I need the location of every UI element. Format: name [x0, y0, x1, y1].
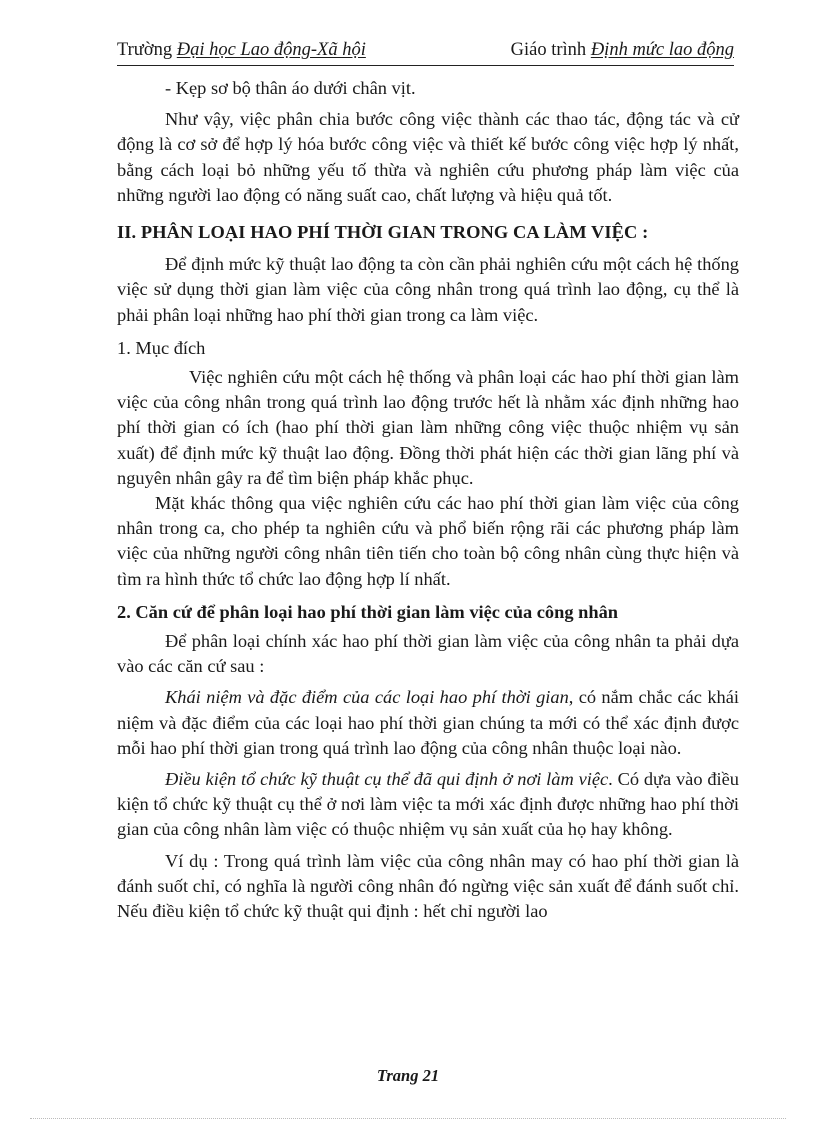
page-body: [117, 76, 739, 924]
header-course-name: Định mức lao động: [590, 40, 734, 60]
paragraph-criterion-2: [117, 767, 739, 843]
section-heading: II. PHÂN LOẠI HAO PHÍ THỜI GIAN TRONG CA LÀM VIỆC :: [117, 222, 649, 243]
criterion-title: Điều kiện tổ chức kỹ thuật cụ thể đã qui định ở nơi làm việc: [165, 769, 609, 790]
subsection-heading: 2. Căn cứ để phân loại hao phí thời gian làm việc của công nhân: [117, 601, 619, 622]
paragraph-bullet: - Kẹp sơ bộ thân áo dưới chân vịt.: [165, 78, 416, 98]
paragraph: Để định mức kỹ thuật lao động ta còn cần phải nghiên cứu một cách hệ thống việc sử dụng thời gian làm việc của công nhân trong quá trình lao động, cụ thể là phải phân loại những hao phí thời gian trong ca làm việc.: [117, 254, 739, 325]
header-institution-prefix: Trường: [117, 40, 177, 60]
paragraph: Để phân loại chính xác hao phí thời gian làm việc của công nhân ta phải dựa vào các căn cứ sau :: [117, 631, 739, 677]
paragraph-example: Ví dụ : Trong quá trình làm việc của công nhân may có hao phí thời gian là đánh suốt chỉ, có nghĩa là người công nhân đó ngừng việc sản xuất để đánh suốt chỉ. Nếu điều kiện tổ chức kỹ thuật qui định : hết chỉ người lao: [117, 850, 739, 922]
paragraph: Như vậy, việc phân chia bước công việc thành các thao tác, động tác và cử động là cơ sở để hợp lý hóa bước công việc và thiết kế bước công việc hợp lý nhất, bằng cách loại bỏ những yếu tố thừa và nghiên cứu phương pháp làm việc của những người lao động có năng suất cao, chất lượng và hiệu quả tốt.: [117, 109, 739, 205]
header-institution: [117, 38, 366, 62]
header-course-prefix: Giáo trình: [510, 40, 591, 60]
page-bottom-divider: [30, 1118, 786, 1119]
subsection-heading: 1. Mục đích: [117, 337, 206, 358]
paragraph: Mặt khác thông qua việc nghiên cứu các hao phí thời gian làm việc của công nhân trong ca, cho phép ta nghiên cứu và phổ biến rộng rãi các phương pháp làm việc của những người công nhân tiên tiến cho toàn bộ công nhân cùng thực hiện và tìm ra hình thức tổ chức lao động hợp lí nhất.: [117, 493, 739, 589]
criterion-text: . Có dựa vào điều kiện tổ chức kỹ thuật cụ thể ở nơi làm việc ta mới xác định được những hao phí thời gian của công nhân làm việc có thuộc nhiệm vụ sản xuất của họ hay không.: [117, 769, 739, 840]
paragraph: Việc nghiên cứu một cách hệ thống và phân loại các hao phí thời gian làm việc của công nhân trong quá trình lao động trước hết là nhằm xác định những hao phí thời gian có ích (hao phí thời gian làm những công việc thuộc nhiệm vụ sản xuất) để định mức kỹ thuật lao động. Đồng thời phát hiện các thời gian lãng phí và nguyên nhân gây ra để tìm biện pháp khắc phục.: [117, 367, 739, 488]
header-course: [511, 38, 734, 62]
criterion-title: Khái niệm và đặc điểm của các loại hao phí thời gian: [165, 687, 569, 708]
header-institution-name: Đại học Lao động-Xã hội: [176, 40, 366, 60]
paragraph-criterion-1: [117, 685, 739, 761]
criterion-text: , có nắm chắc các khái niệm và đặc điểm của các loại hao phí thời gian chúng ta mới có thể xác định được mỗi hao phí thời gian trong quá trình lao động của công nhân thuộc loại nào.: [117, 687, 739, 758]
page-header: [117, 38, 734, 66]
page-number: Trang 21: [376, 1066, 440, 1085]
